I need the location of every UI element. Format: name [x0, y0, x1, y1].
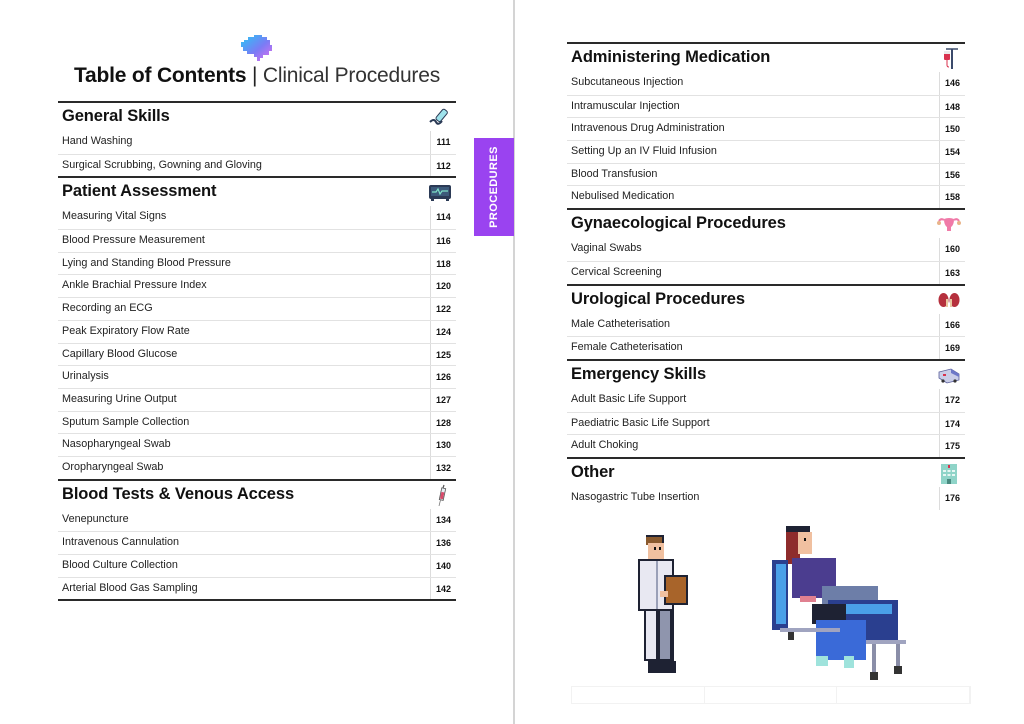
page-divider	[513, 0, 515, 724]
hospital-icon	[937, 462, 961, 484]
row-page: 172	[939, 389, 965, 412]
row-page: 118	[430, 253, 456, 275]
row-label: Arterial Blood Gas Sampling	[62, 581, 198, 594]
row-label: Ankle Brachial Pressure Index	[62, 279, 207, 292]
brain-icon	[238, 32, 276, 62]
row-page: 128	[430, 412, 456, 434]
toc-right	[567, 42, 965, 510]
row-label: Lying and Standing Blood Pressure	[62, 256, 231, 269]
toc-row[interactable]	[58, 411, 456, 434]
row-label: Subcutaneous Injection	[571, 76, 684, 88]
row-page: 136	[430, 532, 456, 554]
row-page: 148	[939, 96, 965, 118]
toc-row[interactable]	[567, 389, 965, 412]
row-page: 134	[430, 509, 456, 532]
row-label: Male Catheterisation	[571, 317, 671, 330]
row-page: 111	[430, 131, 456, 154]
monitor-icon	[428, 181, 452, 203]
toc-left	[58, 101, 456, 601]
toc-row[interactable]	[58, 131, 456, 154]
row-page: 174	[939, 413, 965, 435]
title-separator: |	[246, 64, 263, 87]
section-title: Gynaecological Procedures	[571, 214, 786, 233]
toc-row[interactable]	[567, 185, 965, 208]
toc-row[interactable]	[58, 229, 456, 252]
toc-row[interactable]	[58, 456, 456, 479]
row-label: Surgical Scrubbing, Gowning and Gloving	[62, 158, 262, 171]
iv-drip-icon	[937, 47, 961, 69]
section-urological-procedures	[567, 284, 965, 359]
toc-row[interactable]	[58, 154, 456, 177]
row-page: 132	[430, 457, 456, 479]
section-general-skills	[58, 101, 456, 176]
row-page: 116	[430, 230, 456, 252]
row-label: Nebulised Medication	[571, 190, 675, 203]
section-blood-tests	[58, 479, 456, 600]
row-page: 124	[430, 321, 456, 343]
row-label: Intravenous Drug Administration	[571, 122, 725, 135]
toc-row[interactable]	[58, 509, 456, 532]
row-label: Venepuncture	[62, 512, 129, 525]
row-label: Adult Choking	[571, 439, 639, 452]
toc-row[interactable]	[567, 412, 965, 435]
toc-row[interactable]	[58, 252, 456, 275]
toc-row[interactable]	[58, 388, 456, 411]
toc-row[interactable]	[567, 434, 965, 457]
toc-row[interactable]	[567, 314, 965, 337]
row-page: 140	[430, 555, 456, 577]
procedures-side-tab[interactable]	[474, 138, 514, 236]
row-label: Recording an ECG	[62, 302, 153, 315]
title-bold: Table of Contents	[73, 64, 247, 87]
row-label: Female Catheterisation	[571, 341, 683, 354]
row-page: 112	[430, 155, 456, 177]
row-page: 146	[939, 72, 965, 95]
syringe-icon	[428, 484, 452, 506]
page-title	[0, 64, 514, 88]
row-page: 156	[939, 164, 965, 186]
kidneys-icon	[937, 289, 961, 311]
row-label: Capillary Blood Glucose	[62, 347, 178, 360]
row-page: 160	[939, 238, 965, 261]
row-label: Blood Culture Collection	[62, 559, 178, 571]
row-label: Vaginal Swabs	[571, 242, 642, 255]
toc-row[interactable]	[58, 274, 456, 297]
toc-row[interactable]	[58, 320, 456, 343]
row-page: 154	[939, 141, 965, 163]
toc-row[interactable]	[567, 95, 965, 118]
doctor-illustration	[636, 533, 698, 681]
section-title: General Skills	[62, 107, 170, 125]
row-label: Measuring Vital Signs	[62, 210, 167, 223]
row-label: Nasogastric Tube Insertion	[571, 490, 700, 503]
section-title: Urological Procedures	[571, 289, 745, 308]
section-title: Administering Medication	[571, 48, 771, 66]
bandage-icon	[428, 106, 452, 128]
section-emergency-skills	[567, 359, 965, 457]
row-page: 142	[430, 578, 456, 600]
toc-row[interactable]	[58, 577, 456, 600]
toc-row[interactable]	[58, 206, 456, 229]
row-label: Paediatric Basic Life Support	[571, 416, 710, 429]
toc-row[interactable]	[58, 365, 456, 388]
section-title: Other	[571, 462, 615, 481]
row-label: Intramuscular Injection	[571, 99, 680, 112]
row-label: Peak Expiratory Flow Rate	[62, 324, 190, 337]
row-label: Nasopharyngeal Swab	[62, 438, 171, 451]
row-label: Adult Basic Life Support	[571, 392, 687, 405]
row-label: Oropharyngeal Swab	[62, 460, 164, 473]
ambulance-icon	[937, 364, 961, 386]
row-page: 166	[939, 314, 965, 337]
toc-row[interactable]	[567, 238, 965, 261]
toc-row[interactable]	[567, 163, 965, 186]
row-page: 169	[939, 337, 965, 359]
toc-row[interactable]	[567, 261, 965, 284]
row-page: 127	[430, 389, 456, 411]
row-page: 114	[430, 206, 456, 229]
row-label: Cervical Screening	[571, 265, 662, 278]
toc-row[interactable]	[567, 140, 965, 163]
faint-footer-row	[571, 686, 971, 704]
section-title: Emergency Skills	[571, 364, 707, 383]
row-page: 150	[939, 118, 965, 140]
row-label: Urinalysis	[62, 370, 109, 383]
row-page: 158	[939, 186, 965, 208]
toc-row[interactable]	[567, 117, 965, 140]
uterus-icon	[937, 213, 961, 235]
toc-row[interactable]	[58, 531, 456, 554]
section-other	[567, 457, 965, 510]
section-gynaecological-procedures	[567, 208, 965, 283]
title-subtitle: Clinical Procedures	[262, 64, 441, 87]
bottom-rule	[58, 599, 456, 601]
row-label: Measuring Urine Output	[62, 392, 177, 405]
row-label: Setting Up an IV Fluid Infusion	[571, 145, 717, 158]
section-title: Blood Tests & Venous Access	[62, 484, 295, 503]
section-patient-assessment	[58, 176, 456, 478]
toc-row[interactable]	[58, 433, 456, 456]
side-tab-label: PROCEDURES	[488, 146, 500, 228]
row-label: Intravenous Cannulation	[62, 536, 180, 549]
row-page: 125	[430, 344, 456, 366]
row-label: Hand Washing	[62, 135, 133, 147]
row-page: 126	[430, 366, 456, 388]
row-page: 175	[939, 435, 965, 457]
patient-stretcher-illustration	[772, 520, 912, 682]
row-page: 163	[939, 262, 965, 284]
row-page: 130	[430, 434, 456, 456]
row-page: 176	[939, 487, 965, 510]
row-label: Blood Transfusion	[571, 167, 658, 180]
toc-row[interactable]	[58, 554, 456, 577]
row-page: 120	[430, 275, 456, 297]
row-label: Sputum Sample Collection	[62, 415, 190, 428]
section-administering-medication	[567, 42, 965, 208]
toc-row[interactable]	[58, 343, 456, 366]
toc-row[interactable]	[567, 336, 965, 359]
row-label: Blood Pressure Measurement	[62, 234, 205, 247]
row-page: 122	[430, 298, 456, 320]
section-title: Patient Assessment	[62, 182, 217, 201]
toc-row[interactable]	[567, 487, 965, 510]
toc-row[interactable]	[567, 72, 965, 95]
toc-row[interactable]	[58, 297, 456, 320]
